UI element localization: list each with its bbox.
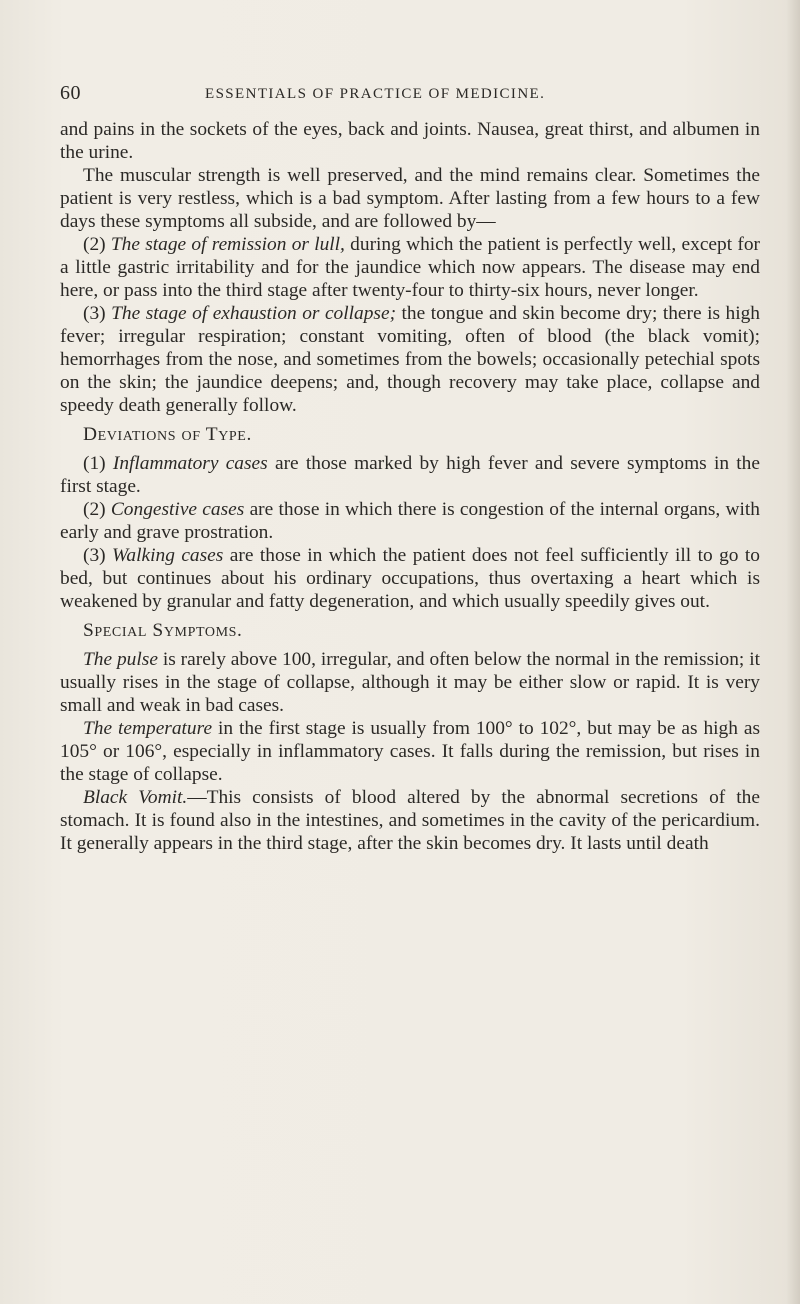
item-text: are those in which the patient does not feel sufficiently ill to go to bed, but continues about his ordinary occupations, thus overtaxing a heart which is weakened by granular and fatty degeneration, and which usually speedily gives out. [60,545,760,612]
symptom-item [60,786,760,855]
item-number: (3) [83,545,113,566]
item-text: —This consists of blood altered by the abnormal secretions of the stomach. It is found also in the intestines, and sometimes in the cavity of the pericardium. It generally appears in the third stage, after the skin becomes dry. It lasts until death [60,787,760,854]
item-text: are those marked by high fever and severe symptoms in the first stage. [60,453,760,497]
body-text [60,118,760,855]
page-number: 60 [60,82,81,104]
item-number: (2) [83,234,111,255]
item-term: The temperature [83,718,213,739]
running-head-title: ESSENTIALS OF PRACTICE OF MEDICINE. [205,86,546,102]
paragraph-remission-stage [60,233,760,302]
item-text: during which the patient is perfectly well, except for a little gastric irritability and for the jaundice which now appears. The disease may end here, or pass into the third stage after twenty-four to thirty-six hours, never longer. [60,234,760,301]
deviation-item [60,452,760,498]
page-edge-shadow [786,0,800,1304]
paragraph: The muscular strength is well preserved, and the mind remains clear. Sometimes the patient is very restless, which is a bad symptom. After lasting from a few hours to a few days these symptoms all subside, and are followed by— [60,165,760,232]
item-number: (3) [83,303,112,324]
item-term: Inflammatory cases [112,453,268,474]
item-term: The stage of remission or lull, [110,234,345,255]
symptom-item [60,648,760,717]
symptom-item [60,717,760,786]
item-text: is rarely above 100, irregular, and often below the normal in the remission; it usually rises in the stage of collapse, although it may be either slow or rapid. It is very small and weak in bad cases. [60,649,760,716]
item-term: The pulse [83,649,158,670]
section-heading-deviations: Deviations of Type. [83,424,252,445]
item-term: The stage of exhaustion or collapse; [111,303,397,324]
item-number: (1) [83,453,113,474]
item-number: (2) [83,499,111,520]
item-text: the tongue and skin become dry; there is high fever; irregular respiration; constant vomiting, often of blood (the black vomit); hemorrhages from the nose, and sometimes from the bowels; occasionally petechial spots on the skin; the jaundice deepens; and, though recovery may take place, collapse and speedy death generally follow. [60,303,760,416]
section-heading-special-symptoms: Special Symptoms. [83,620,243,641]
item-term: Walking cases [112,545,224,566]
deviation-item [60,498,760,544]
item-term: Congestive cases [110,499,245,520]
item-text: in the first stage is usually from 100° to 102°, but may be as high as 105° or 106°, especially in inflammatory cases. It falls during the remission, but rises in the stage of collapse. [60,718,760,785]
paragraph-collapse-stage [60,302,760,417]
deviation-item [60,544,760,613]
paragraph: and pains in the sockets of the eyes, back and joints. Nausea, great thirst, and albumen in the urine. [60,119,760,163]
running-head [60,82,760,106]
item-text: are those in which there is congestion of the internal organs, with early and grave prostration. [60,499,760,543]
item-term: Black Vomit. [83,787,188,808]
